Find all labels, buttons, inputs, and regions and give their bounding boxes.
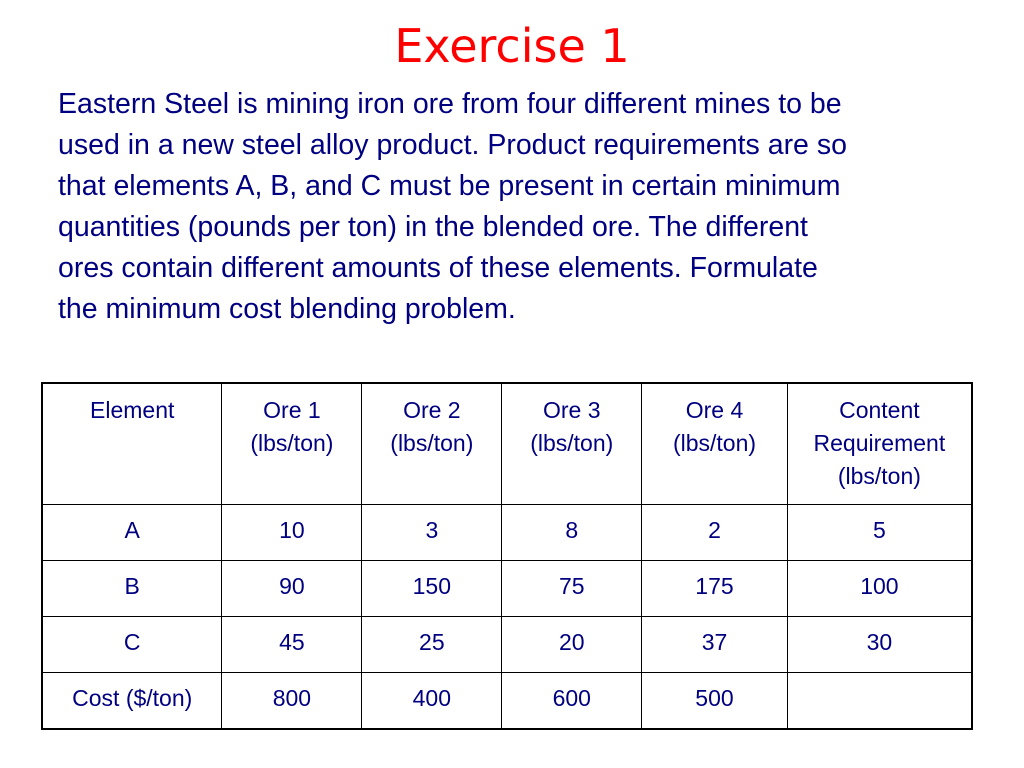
table-cell: 150 xyxy=(362,561,502,617)
header-cell-ore-3: Ore 3 (lbs/ton) xyxy=(502,383,642,505)
table-cell: 100 xyxy=(787,561,972,617)
table-row xyxy=(42,673,972,730)
header-cell-element: Element xyxy=(42,383,222,505)
table-row xyxy=(42,617,972,673)
table-cell: 500 xyxy=(642,673,788,730)
problem-line: that elements A, B, and C must be present in certain minimum xyxy=(58,170,841,202)
header-cell-ore-1: Ore 1 (lbs/ton) xyxy=(222,383,362,505)
table-cell: Cost ($/ton) xyxy=(42,673,222,730)
table-row xyxy=(42,561,972,617)
problem-line: the minimum cost blending problem. xyxy=(58,293,516,325)
table-cell: 5 xyxy=(787,505,972,561)
ore-content-table xyxy=(41,382,973,730)
slide-title: Exercise 1 xyxy=(394,19,630,73)
header-cell-ore-4: Ore 4 (lbs/ton) xyxy=(642,383,788,505)
problem-line: ores contain different amounts of these elements. Formulate xyxy=(58,252,818,284)
table-cell: 175 xyxy=(642,561,788,617)
table-cell: 3 xyxy=(362,505,502,561)
table-header-row xyxy=(42,383,972,505)
table-cell: 45 xyxy=(222,617,362,673)
table-cell: C xyxy=(42,617,222,673)
table-cell: 30 xyxy=(787,617,972,673)
table-cell: 400 xyxy=(362,673,502,730)
table-cell: 20 xyxy=(502,617,642,673)
table-cell: 75 xyxy=(502,561,642,617)
table-cell: 2 xyxy=(642,505,788,561)
table-cell: 90 xyxy=(222,561,362,617)
table-cell: 37 xyxy=(642,617,788,673)
problem-line: quantities (pounds per ton) in the blended ore. The different xyxy=(58,211,808,243)
header-cell-ore-2: Ore 2 (lbs/ton) xyxy=(362,383,502,505)
table-cell: A xyxy=(42,505,222,561)
table-cell: 600 xyxy=(502,673,642,730)
table-cell: B xyxy=(42,561,222,617)
table-cell: 8 xyxy=(502,505,642,561)
table-cell: 800 xyxy=(222,673,362,730)
header-cell-content-requirement: Content Requirement (lbs/ton) xyxy=(787,383,972,505)
problem-line: Eastern Steel is mining iron ore from four different mines to be xyxy=(58,88,842,120)
problem-statement xyxy=(58,84,1018,330)
table-row xyxy=(42,505,972,561)
table-cell: 10 xyxy=(222,505,362,561)
problem-line: used in a new steel alloy product. Product requirements are so xyxy=(58,129,847,161)
table-cell xyxy=(787,673,972,730)
table-cell: 25 xyxy=(362,617,502,673)
